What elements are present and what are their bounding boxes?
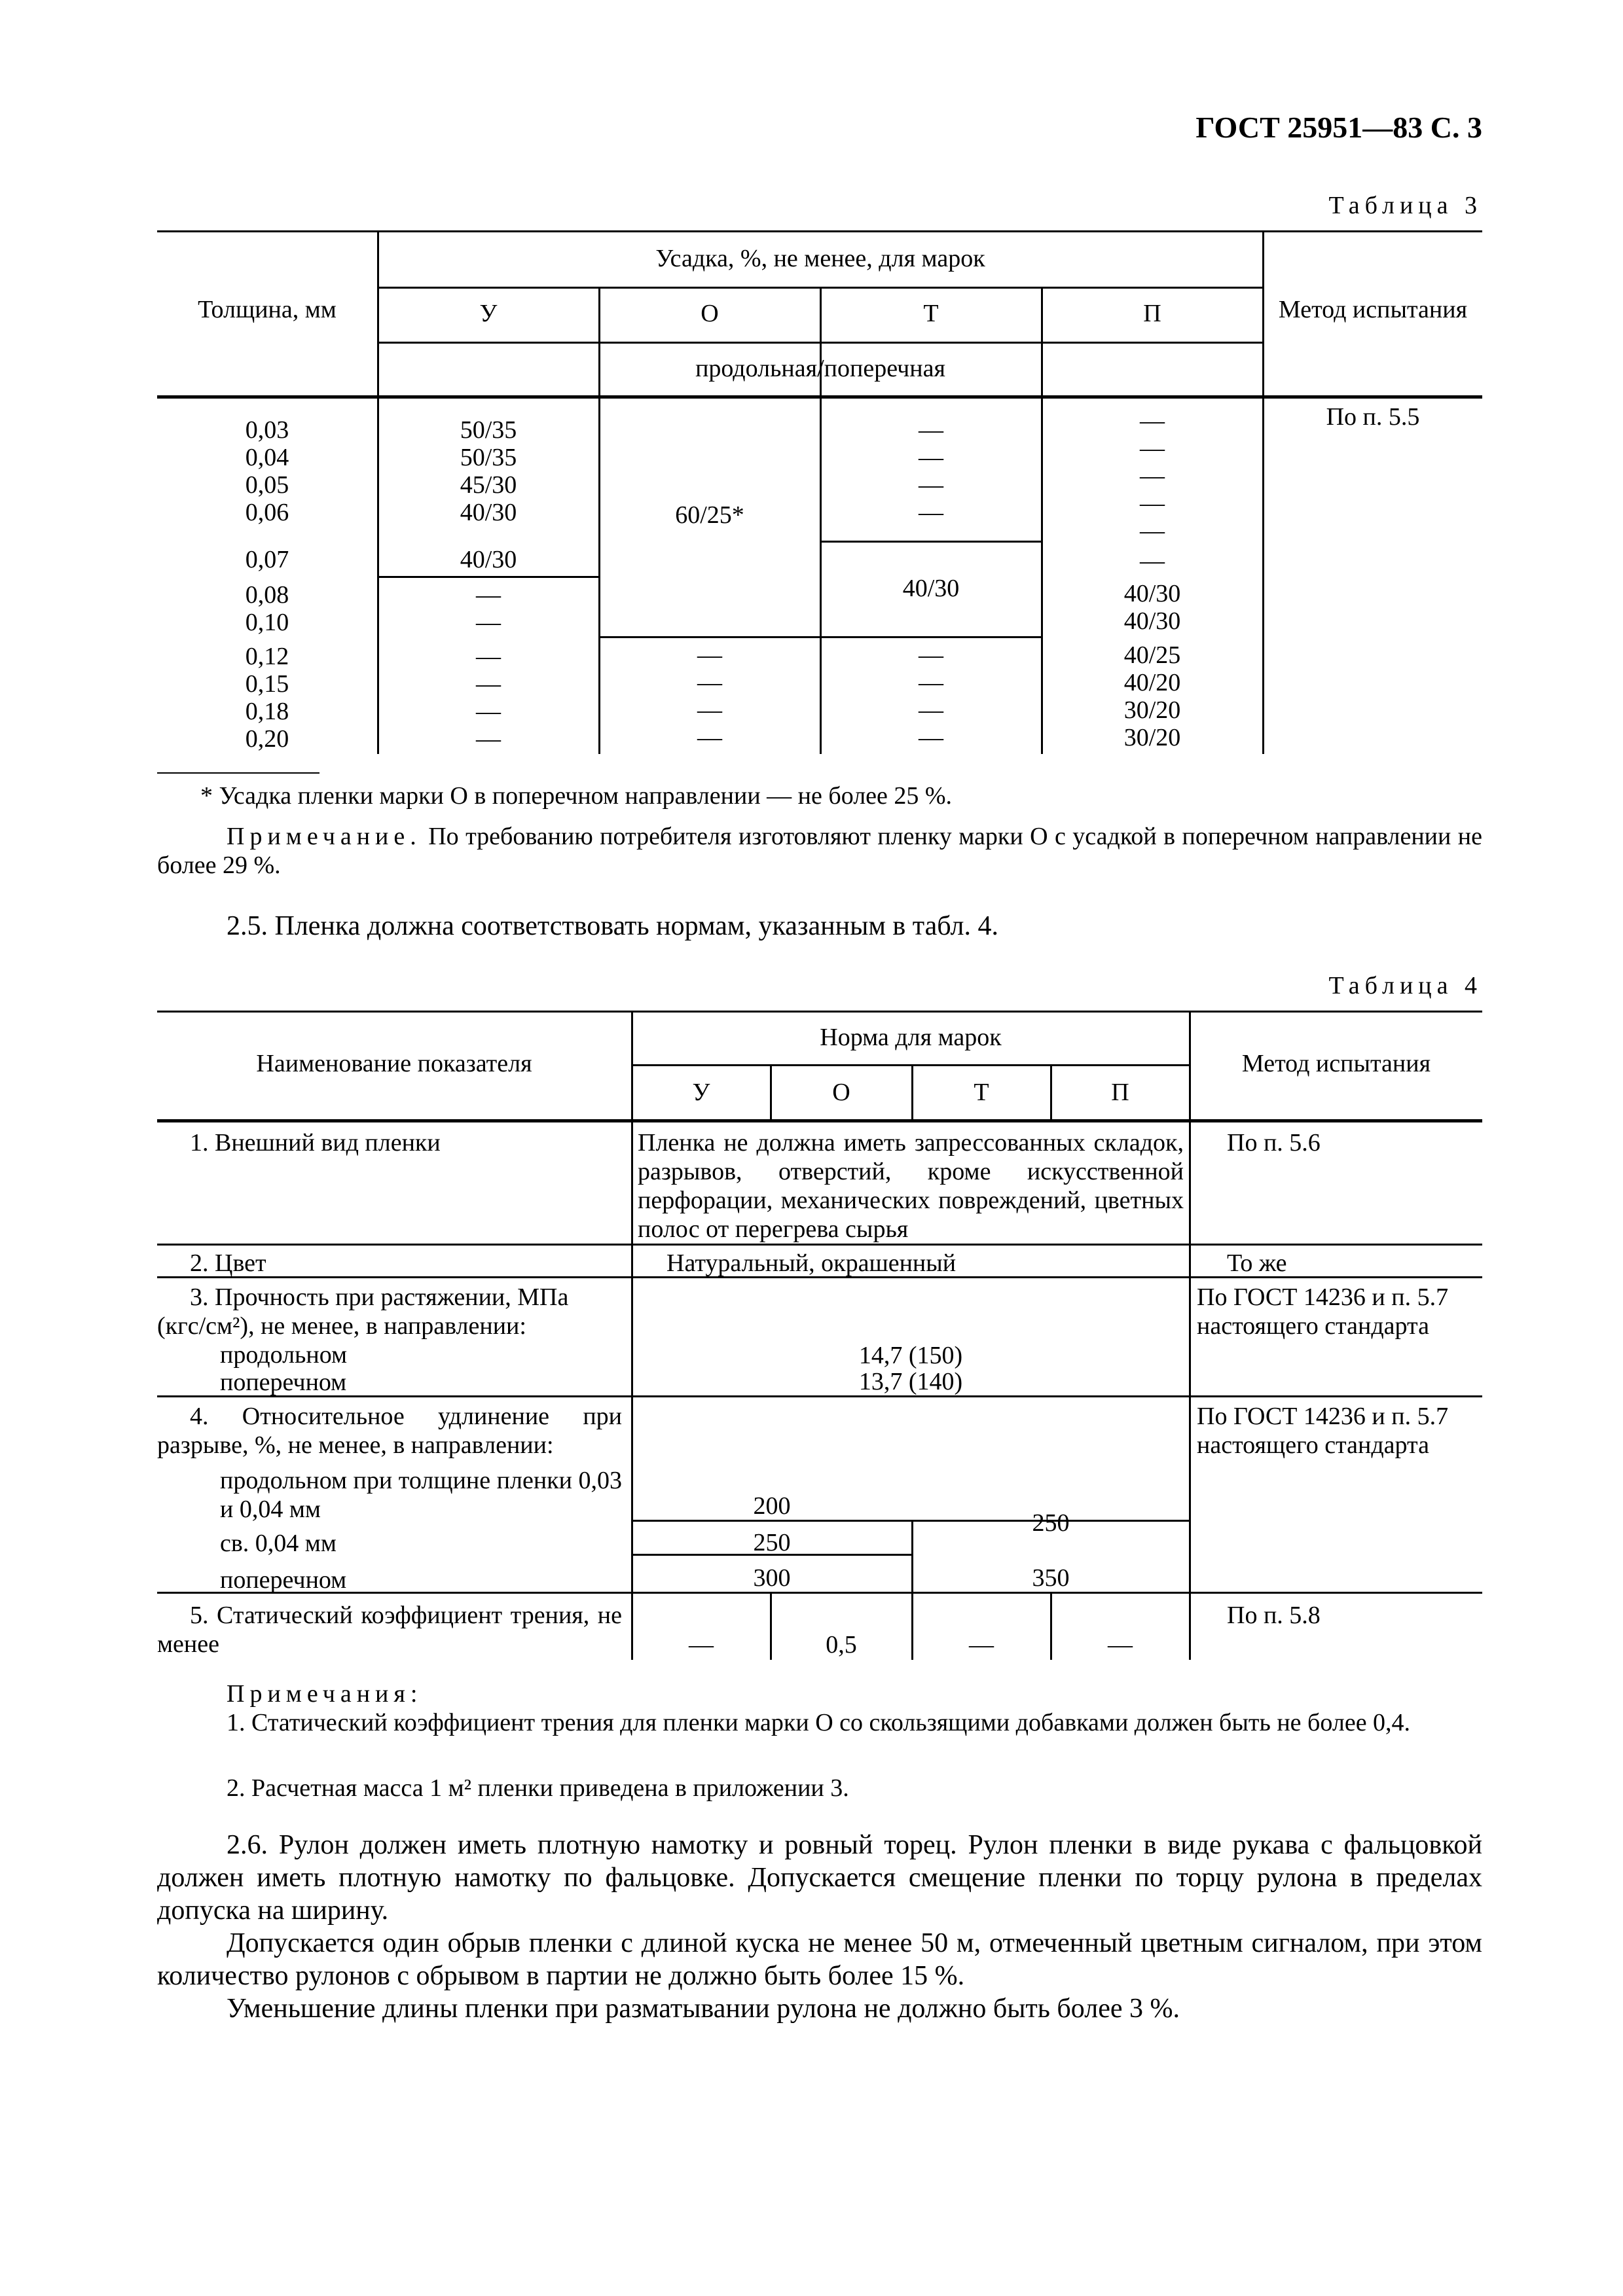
- table3-col-thickness: Толщина, мм: [198, 296, 337, 323]
- table4-r4-v2: 250: [753, 1529, 791, 1556]
- table4-r4-v3: 250: [1032, 1509, 1070, 1537]
- table4-r5-method: По п. 5.8: [1227, 1602, 1321, 1629]
- table3-subheader: продольная/поперечная: [695, 355, 945, 382]
- table4-r4-v5: 350: [1032, 1564, 1070, 1592]
- table4-r3-trans: поперечном: [220, 1369, 347, 1396]
- notes4-label: Примечания:: [227, 1680, 423, 1708]
- table4-r3-long: продольном: [220, 1341, 348, 1369]
- para-2-5: 2.5. Пленка должна соответствовать нормам, указанным в табл. 4.: [227, 911, 999, 941]
- table3-col-method: Метод испытания: [1278, 296, 1468, 323]
- table4-r2-method: То же: [1227, 1249, 1287, 1277]
- table3-col-shrink: Усадка, %, не менее, для марок: [655, 245, 985, 272]
- table3-grade-u: У: [479, 300, 498, 327]
- table4-col-name: Наименование показателя: [256, 1050, 532, 1077]
- table4-grade-u: У: [692, 1079, 710, 1106]
- table3-caption: Таблица 3: [1328, 192, 1482, 219]
- table4-r5-t: —: [969, 1631, 994, 1659]
- table3-o-merged: 60/25*: [675, 501, 744, 529]
- table4-r3-name-b: (кгс/см²), не менее, в направлении:: [157, 1312, 526, 1340]
- table3-t-merged: 40/30: [902, 575, 960, 602]
- table4-col-norm: Норма для марок: [820, 1024, 1002, 1051]
- para-break: Допускается один обрыв пленки с длиной куска не менее 50 м, отмеченный цветным сигналом, при этом количество рулонов с обрывом в партии не должно быть более 15 %.: [157, 1928, 1482, 1991]
- table4-grade-p: П: [1111, 1079, 1129, 1106]
- table4-grade-o: О: [832, 1079, 850, 1106]
- table3-grade-p: П: [1143, 300, 1161, 327]
- table4-r5-o: 0,5: [826, 1631, 857, 1659]
- table4-r5-name: 5. Статический коэффициент трения, не менее: [157, 1602, 622, 1658]
- table4-r3-long-val: 14,7 (150): [858, 1342, 963, 1369]
- table3-u-values: 50/35 50/35 45/30 40/30 40/30 — — — — — —: [460, 416, 517, 753]
- para-length: Уменьшение длины пленки при разматывании рулона не должно быть более 3 %.: [227, 1994, 1180, 2024]
- table4-r3-trans-val: 13,7 (140): [858, 1368, 963, 1395]
- table4-col-method: Метод испытания: [1241, 1050, 1431, 1077]
- table4-r1-method: По п. 5.6: [1227, 1129, 1321, 1157]
- table3-method: По п. 5.5: [1326, 403, 1420, 431]
- table4-r4-method: По ГОСТ 14236 и п. 5.7 настоящего стандарта: [1197, 1403, 1449, 1459]
- para-2-6: 2.6. Рулон должен иметь плотную намотку и ровный торец. Рулон пленки в виде рукава с фальцовкой должен иметь плотную намотку по фальцовке. Допускается смещение пленки по торцу рулона в пределах допуска на ширину.: [157, 1830, 1482, 1926]
- table4-r4-long-a: продольном при толщине пленки 0,03 и 0,04 мм: [220, 1467, 622, 1523]
- table4-r2-name: 2. Цвет: [190, 1249, 266, 1277]
- table4-r1-name: 1. Внешний вид пленки: [190, 1129, 441, 1157]
- table3-note: Примечание. По требованию потребителя изготовляют пленку марки О с усадкой в поперечном направлении не более 29 %.: [157, 823, 1482, 879]
- page-header: ГОСТ 25951—83 С. 3: [1195, 111, 1482, 144]
- table4-r1-norm: Пленка не должна иметь запрессованных складок, разрывов, отверстий, кроме искусственной перфорации, механических повреждений, цветных полос от перегрева сырья: [638, 1129, 1184, 1243]
- table4-r4-v1: 200: [753, 1492, 791, 1520]
- table4-r5-u: —: [689, 1631, 714, 1659]
- table3-p-values: — — — — — — 40/30 40/30 40/25 40/20 30/20 30/20: [1123, 407, 1181, 751]
- table3-o-values: — — — —: [697, 641, 722, 751]
- table4-r4-trans: поперечном: [220, 1566, 347, 1594]
- table4-caption: Таблица 4: [1328, 972, 1482, 999]
- table3-grade-t: Т: [923, 300, 939, 327]
- table3-thickness: 0,03 0,04 0,05 0,06 0,07 0,08 0,10 0,12 0,15 0,18 0,20: [245, 416, 289, 753]
- table4-grade-t: Т: [974, 1079, 989, 1106]
- table4-r3-name-a: 3. Прочность при растяжении, МПа: [190, 1283, 569, 1311]
- table4-r4-v4: 300: [753, 1564, 791, 1592]
- table3-t-top: — — — —: [919, 416, 943, 526]
- notes4-n1: 1. Статический коэффициент трения для пленки марки О со скользящими добавками должен быть не более 0,4.: [227, 1709, 1411, 1736]
- notes4-n2: 2. Расчетная масса 1 м² пленки приведена в приложении 3.: [227, 1774, 849, 1802]
- table3-grade-o: О: [701, 300, 719, 327]
- table4-r3-method: По ГОСТ 14236 и п. 5.7 настоящего стандарта: [1197, 1283, 1449, 1340]
- table4-r4-name: 4. Относительное удлинение при разрыве, %, не менее, в направлении:: [157, 1403, 622, 1459]
- table4-r4-long-b: св. 0,04 мм: [220, 1530, 337, 1557]
- table3-t-values: — — — —: [919, 641, 943, 751]
- table4-r2-norm: Натуральный, окрашенный: [666, 1249, 957, 1277]
- table4-r5-p: —: [1108, 1631, 1133, 1659]
- table3-footnote: * Усадка пленки марки О в поперечном направлении — не более 25 %.: [200, 782, 953, 810]
